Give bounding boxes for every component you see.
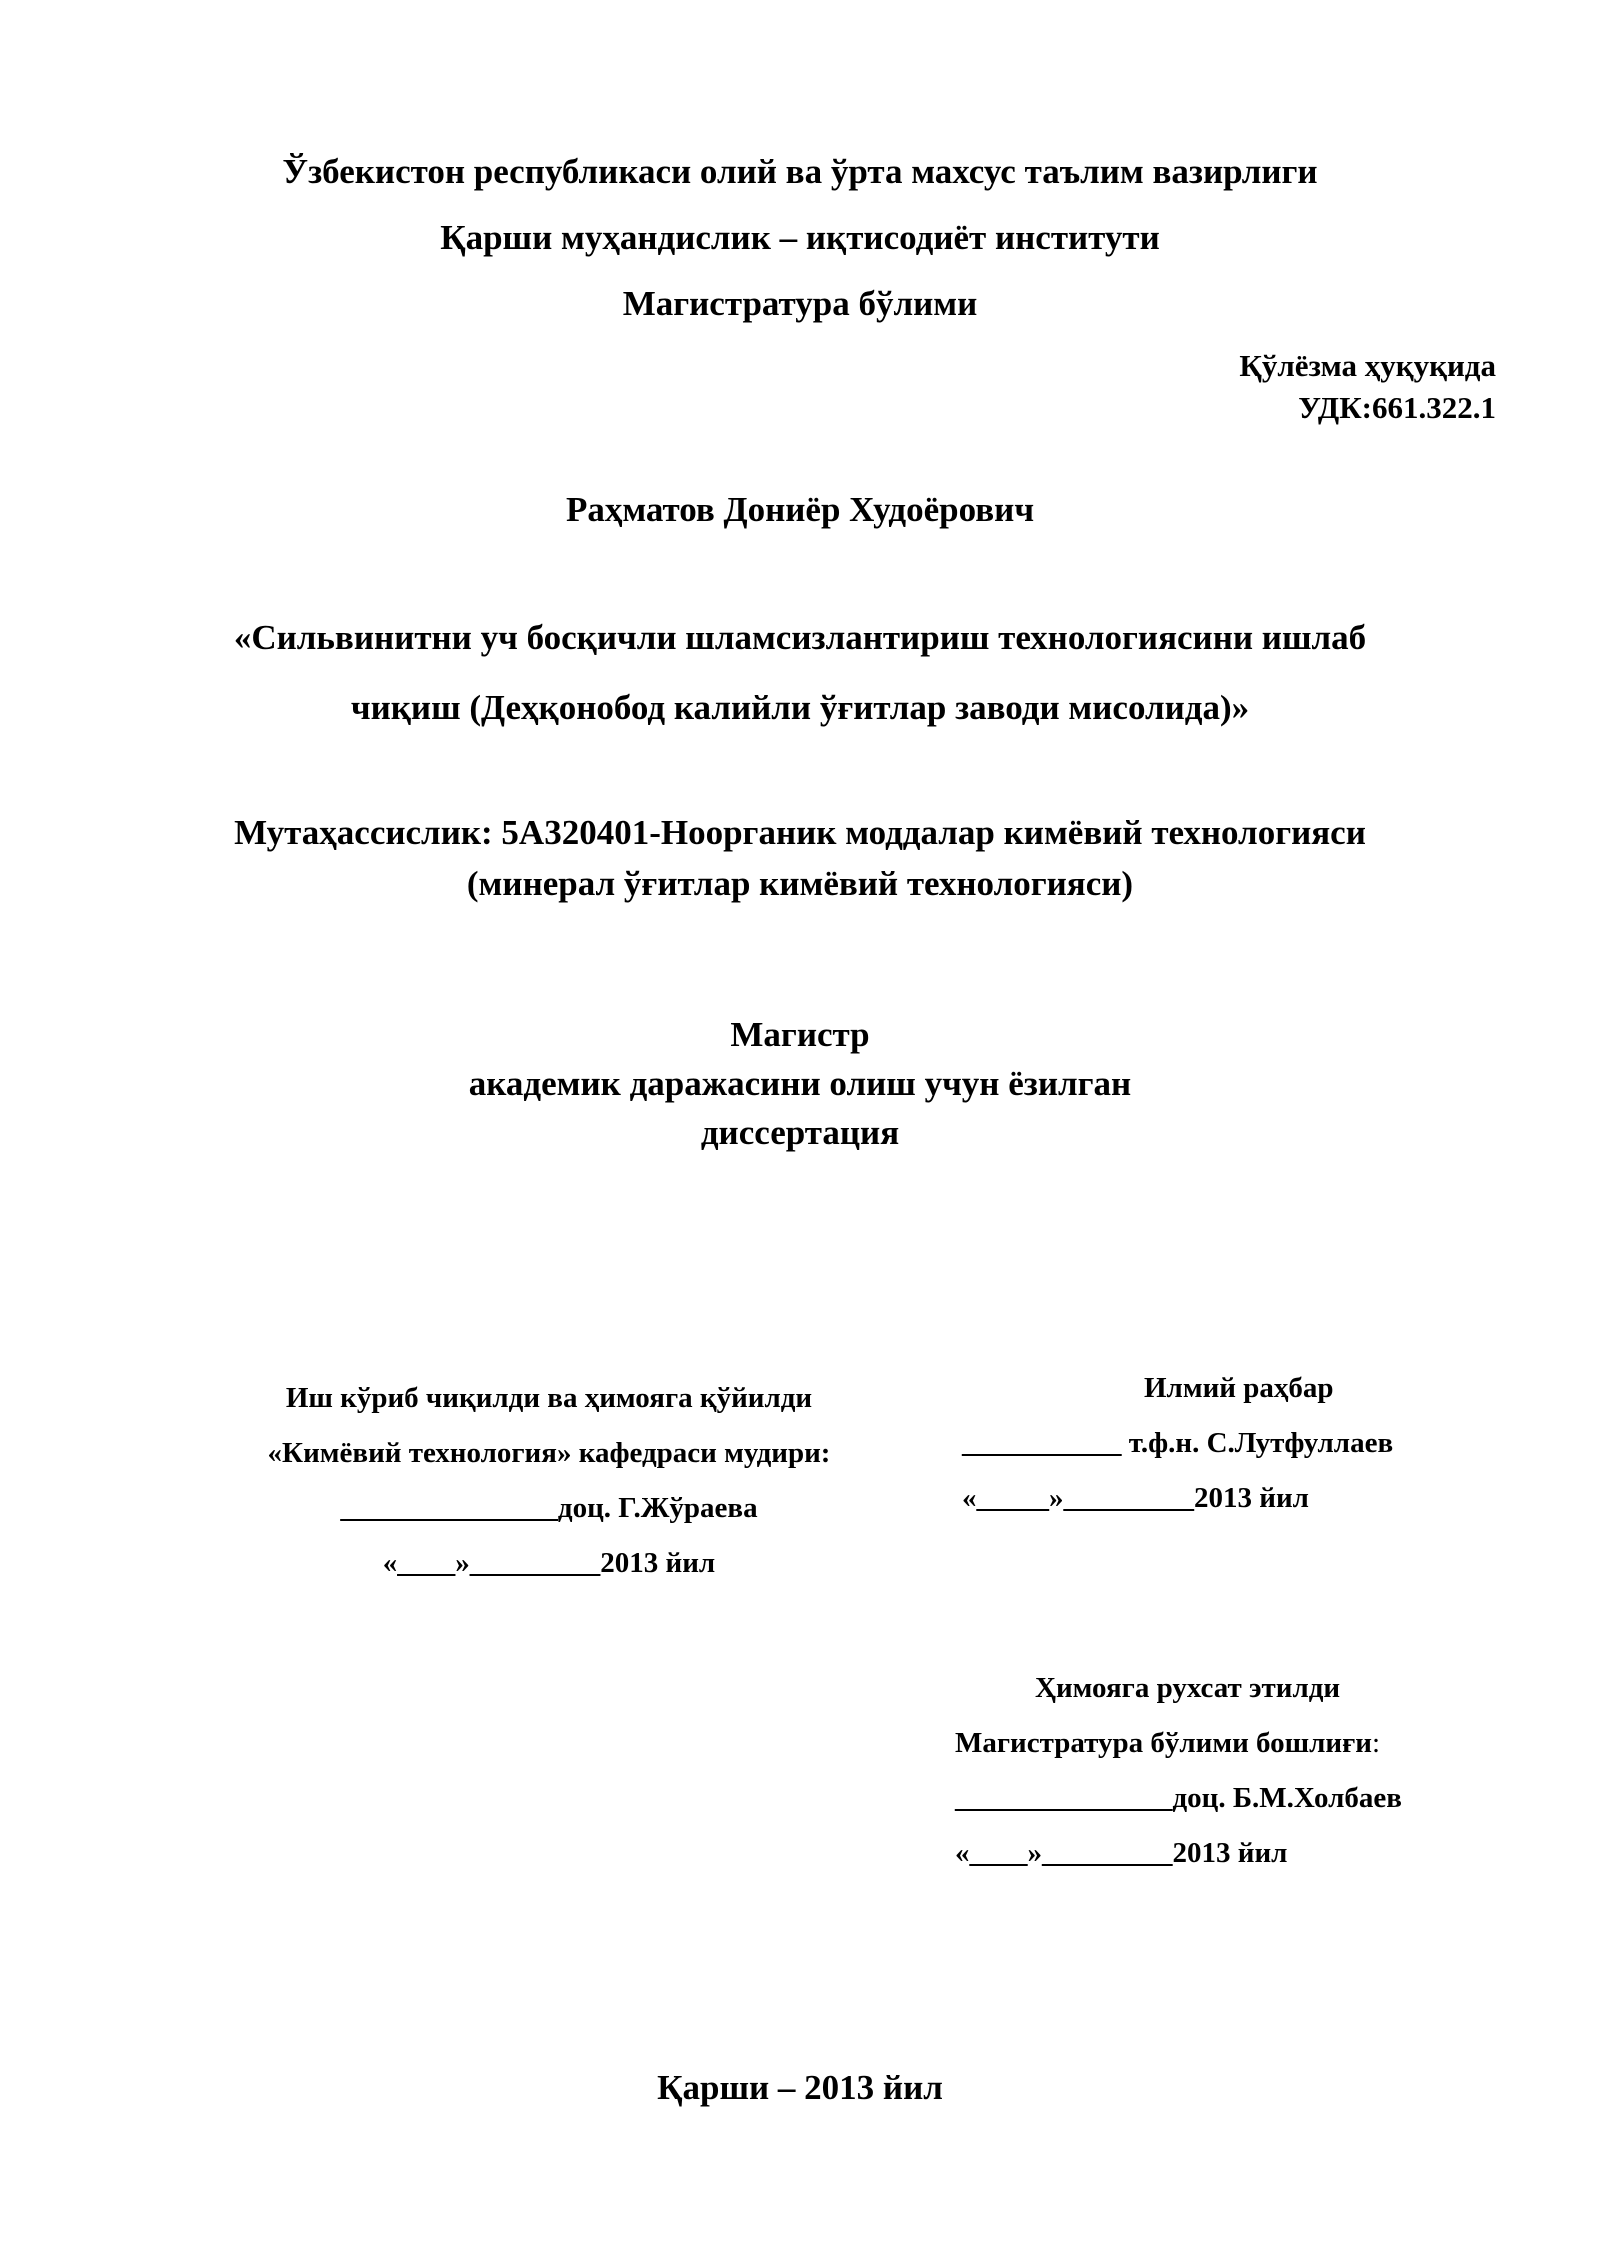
master-department-head-label bbox=[955, 1727, 1380, 1760]
supervisor-date-line: «_____»_________2013 йил bbox=[962, 1482, 1309, 1514]
thesis-title-line-1: «Сильвинитни уч босқичли шламсизлантириш технологиясини ишлаб bbox=[233, 618, 1367, 657]
institute-heading: Қарши муҳандислик – иқтисодиёт институти bbox=[440, 218, 1160, 257]
supervisor-signature-line: ___________ т.ф.н. С.Лутфуллаев bbox=[962, 1427, 1394, 1459]
manuscript-rights: Қўлёзма ҳуқуқида bbox=[1239, 348, 1496, 383]
supervisor-heading: Илмий раҳбар bbox=[1144, 1372, 1334, 1404]
degree-line-1: Магистр bbox=[730, 1015, 870, 1054]
approval-line-1: Иш кўриб чиқилди ва ҳимояга қўйилди bbox=[285, 1382, 813, 1414]
ministry-heading: Ўзбекистон республикаси олий ва ўрта махсус таълим вазирлиги bbox=[282, 152, 1318, 191]
master-department-head-colon: : bbox=[1372, 1727, 1381, 1759]
udk-code: УДК:661.322.1 bbox=[1298, 390, 1496, 425]
department-heading: Магистратура бўлими bbox=[622, 284, 978, 323]
city-year-footer: Қарши – 2013 йил bbox=[657, 2068, 943, 2107]
thesis-title-line-2: чиқиш (Деҳқонобод калийли ўғитлар заводи мисолида)» bbox=[350, 688, 1250, 727]
specialty-line-1: Мутаҳассислик: 5А320401-Ноорганик моддалар кимёвий технологияси bbox=[234, 813, 1366, 852]
defense-permission-heading: Ҳимояга рухсат этилди bbox=[1035, 1672, 1341, 1704]
degree-line-2: академик даражасини олиш учун ёзилган bbox=[468, 1064, 1132, 1103]
defense-date-line: «____»_________2013 йил bbox=[955, 1837, 1288, 1869]
author-name: Раҳматов Дониёр Худоёрович bbox=[565, 490, 1035, 529]
master-department-head-text: Магистратура бўлими бошлиғи bbox=[955, 1727, 1372, 1759]
approval-date-line: «____»_________2013 йил bbox=[382, 1547, 716, 1579]
approval-line-2: «Кимёвий технология» кафедраси мудири: bbox=[267, 1437, 831, 1469]
degree-line-3: диссертация bbox=[700, 1113, 900, 1152]
specialty-line-2: (минерал ўғитлар кимёвий технологияси) bbox=[466, 864, 1134, 903]
approval-signature-line: _______________доц. Г.Жўраева bbox=[340, 1492, 758, 1524]
defense-signature-line: _______________доц. Б.М.Холбаев bbox=[955, 1782, 1402, 1814]
